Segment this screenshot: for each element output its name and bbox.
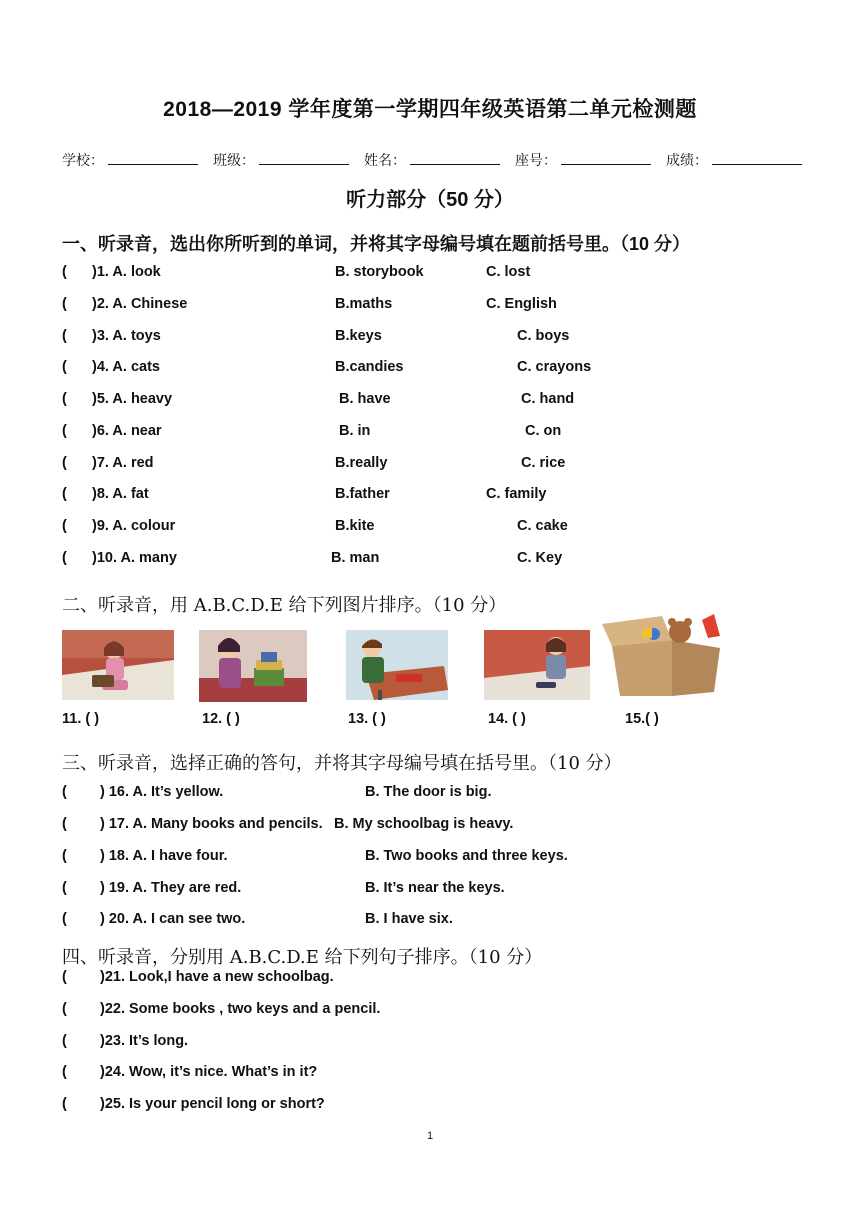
option-c: C. boys xyxy=(517,328,570,344)
section1-heading: 一、听录音，选出你所听到的单词，并将其字母编号填在题前括号里。（10 分） xyxy=(62,234,691,254)
picture-label-15: 15.( ) xyxy=(625,711,659,727)
question-option-a: )3. A. toys xyxy=(92,328,161,344)
option-c: C. Key xyxy=(517,550,563,566)
listening-subtitle: 听力部分（50 分） xyxy=(346,189,514,211)
option-c: C. lost xyxy=(486,264,531,280)
answer-paren[interactable]: ( xyxy=(62,1033,67,1049)
score-blank[interactable] xyxy=(712,150,802,165)
option-a: ) 16. A. It’s yellow. xyxy=(100,784,224,800)
score-field xyxy=(666,150,802,170)
question-option-a: )9. A. colour xyxy=(92,518,176,534)
answer-paren[interactable]: ( xyxy=(62,328,67,344)
school-field xyxy=(62,150,198,170)
class-label: 班级： xyxy=(213,152,255,168)
page-number: 1 xyxy=(426,1130,434,1142)
answer-paren[interactable]: ( xyxy=(62,816,67,832)
option-b: B. Two books and three keys. xyxy=(365,848,568,864)
option-b: B.keys xyxy=(335,328,382,344)
option-b: B. have xyxy=(339,391,391,407)
answer-paren[interactable]: ( xyxy=(62,1064,67,1080)
option-b: B.father xyxy=(335,486,390,502)
option-b: B. in xyxy=(339,423,371,439)
answer-paren[interactable]: ( xyxy=(62,264,67,280)
seat-label: 座号： xyxy=(515,152,557,168)
school-blank[interactable] xyxy=(108,150,198,165)
option-a: ) 18. A. I have four. xyxy=(100,848,228,864)
page-title: 2018—2019 学年度第一学期四年级英语第二单元检测题 xyxy=(163,98,697,121)
option-b: B. The door is big. xyxy=(365,784,492,800)
option-b: B.really xyxy=(335,455,388,471)
option-b: B.candies xyxy=(335,359,404,375)
option-c: C. on xyxy=(525,423,562,439)
question-option-a: )10. A. many xyxy=(92,550,177,566)
seat-blank[interactable] xyxy=(561,150,651,165)
sentence-text: )25. Is your pencil long or short? xyxy=(100,1096,325,1112)
answer-paren[interactable]: ( xyxy=(62,880,67,896)
picture-boy-desk xyxy=(346,630,448,700)
question-option-a: )4. A. cats xyxy=(92,359,160,375)
student-info-row xyxy=(62,150,802,170)
answer-paren[interactable]: ( xyxy=(62,550,67,566)
answer-paren[interactable]: ( xyxy=(62,848,67,864)
option-c: C. rice xyxy=(521,455,566,471)
option-c: C. family xyxy=(486,486,547,502)
answer-paren[interactable]: ( xyxy=(62,296,67,312)
name-blank[interactable] xyxy=(410,150,500,165)
option-a: ) 17. A. Many books and pencils. xyxy=(100,816,323,832)
answer-paren[interactable]: ( xyxy=(62,391,67,407)
answer-paren[interactable]: ( xyxy=(62,455,67,471)
picture-toy-box xyxy=(602,600,738,700)
sentence-text: )21. Look,I have a new schoolbag. xyxy=(100,969,334,985)
answer-paren[interactable]: ( xyxy=(62,969,67,985)
class-field xyxy=(213,150,349,170)
option-b: B.kite xyxy=(335,518,375,534)
option-b: B. It’s near the keys. xyxy=(365,880,505,896)
question-option-a: )7. A. red xyxy=(92,455,154,471)
option-b: B.maths xyxy=(335,296,393,312)
sentence-text: )23. It’s long. xyxy=(100,1033,189,1049)
sentence-text: )22. Some books , two keys and a pencil. xyxy=(100,1001,381,1017)
option-a: ) 19. A. They are red. xyxy=(100,880,242,896)
option-c: C. hand xyxy=(521,391,575,407)
option-b: B. man xyxy=(331,550,380,566)
option-c: C. English xyxy=(486,296,557,312)
question-option-a: )5. A. heavy xyxy=(92,391,173,407)
picture-label-13: 13. ( ) xyxy=(348,711,386,727)
answer-paren[interactable]: ( xyxy=(62,1096,67,1112)
picture-girl-table xyxy=(484,630,590,700)
option-b: B. My schoolbag is heavy. xyxy=(334,816,514,832)
answer-paren[interactable]: ( xyxy=(62,359,67,375)
question-option-a: )1. A. look xyxy=(92,264,161,280)
option-c: C. cake xyxy=(517,518,568,534)
picture-label-11: 11. ( ) xyxy=(62,711,100,727)
answer-paren[interactable]: ( xyxy=(62,911,67,927)
picture-girl-books xyxy=(199,630,307,702)
section2-heading: 二、听录音，用 A.B.C.D.E 给下列图片排序。（10 分） xyxy=(62,595,507,616)
option-b: B. I have six. xyxy=(365,911,453,927)
sentence-text: )24. Wow, it’s nice. What’s in it? xyxy=(100,1064,318,1080)
school-label: 学校： xyxy=(62,152,104,168)
class-blank[interactable] xyxy=(259,150,349,165)
answer-paren[interactable]: ( xyxy=(62,423,67,439)
answer-paren[interactable]: ( xyxy=(62,1001,67,1017)
question-option-a: )2. A. Chinese xyxy=(92,296,188,312)
answer-paren[interactable]: ( xyxy=(62,518,67,534)
answer-paren[interactable]: ( xyxy=(62,486,67,502)
score-label: 成绩： xyxy=(666,152,708,168)
option-b: B. storybook xyxy=(335,264,424,280)
question-option-a: )8. A. fat xyxy=(92,486,149,502)
seat-field xyxy=(515,150,651,170)
picture-label-14: 14. ( ) xyxy=(488,711,526,727)
picture-label-12: 12. ( ) xyxy=(202,711,240,727)
question-option-a: )6. A. near xyxy=(92,423,162,439)
answer-paren[interactable]: ( xyxy=(62,784,67,800)
name-field xyxy=(364,150,500,170)
section3-heading: 三、听录音，选择正确的答句，并将其字母编号填在括号里。（10 分） xyxy=(62,753,622,774)
name-label: 姓名： xyxy=(364,152,406,168)
picture-girl-schoolbag xyxy=(62,630,174,700)
option-a: ) 20. A. I can see two. xyxy=(100,911,246,927)
section4-heading: 四、听录音，分别用 A.B.C.D.E 给下列句子排序。（10 分） xyxy=(62,947,543,968)
option-c: C. crayons xyxy=(517,359,592,375)
